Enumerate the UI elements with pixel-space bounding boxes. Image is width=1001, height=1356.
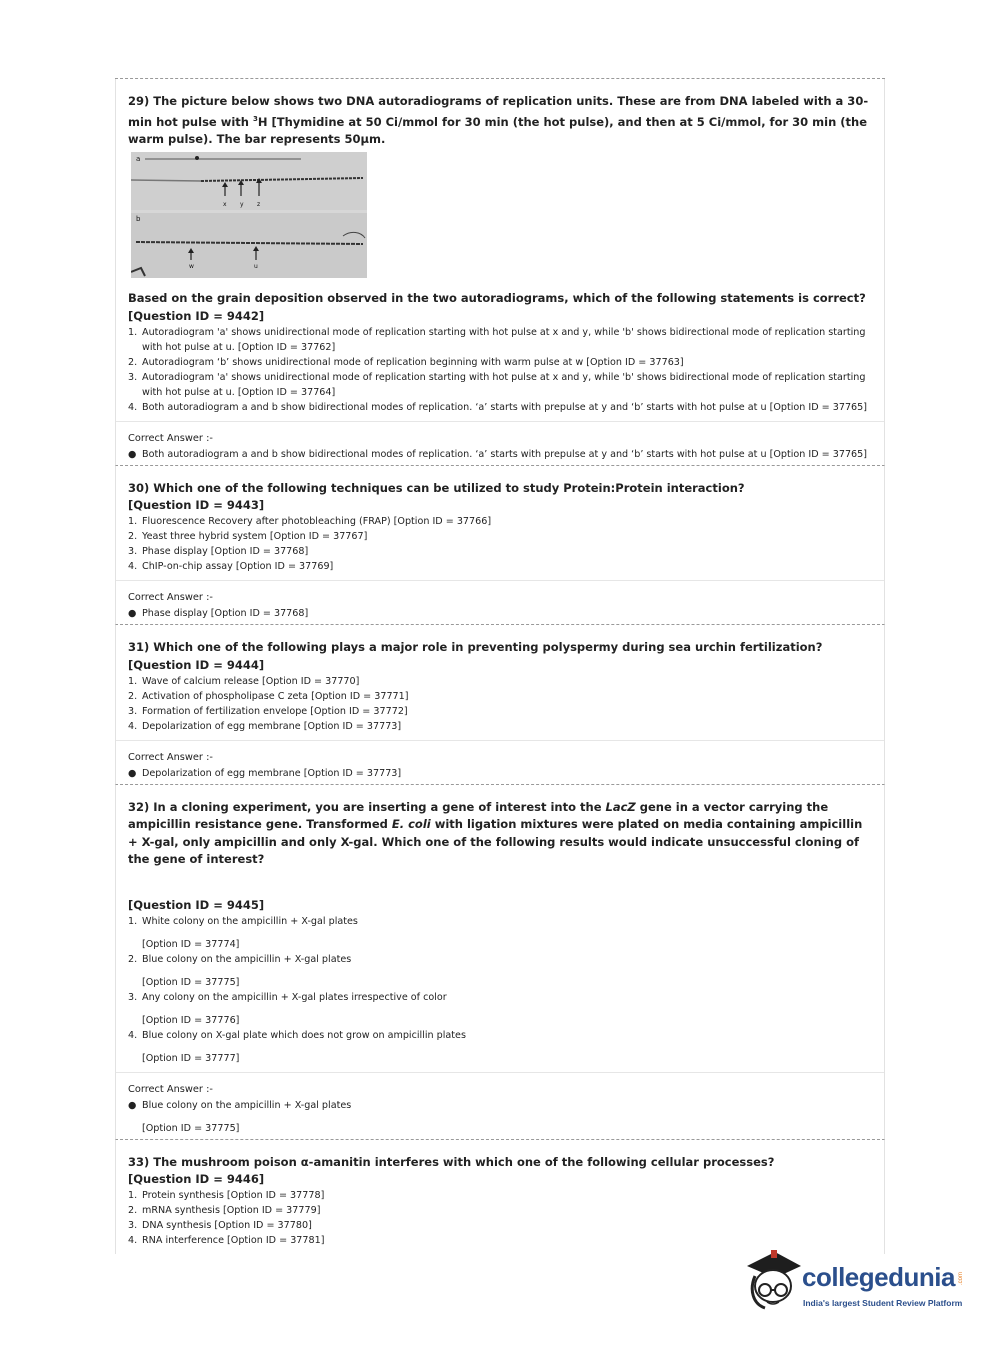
option: 4. Both autoradiogram a and b show bidirectional modes of replication. ‘a’ starts with prepulse at y and ‘b’ starts with hot pulse at u [Option ID = 37765] — [128, 401, 868, 413]
fig-label-x: x — [223, 201, 227, 209]
question-32-title: 32) In a cloning experiment, you are inserting a gene of interest into the LacZ gene in a vector carrying the ampicillin resistance gene. Transformed E. coli with ligation mixtures were plated on media containing ampicillin + X-gal, only ampicillin and only X-gal. Which one of the following results would indicate unsuccessful cloning of the gene of interest? — [128, 799, 863, 867]
question-33-id: [Question ID = 9446] — [128, 1172, 265, 1187]
option: 3. DNA synthesis [Option ID = 37780] — [128, 1220, 312, 1232]
option: 4. ChIP-on-chip assay [Option ID = 37769] — [128, 561, 334, 573]
logo-dotcom: .com — [958, 1272, 964, 1286]
option: 2. mRNA synthesis [Option ID = 37779] — [128, 1205, 321, 1217]
question-29-prompt: Based on the grain deposition observed in the two autoradiograms, which of the following statements is correct? — [128, 291, 866, 306]
logo-brand: collegedunia — [802, 1262, 955, 1292]
question-31-title: 31) Which one of the following plays a major role in preventing polyspermy during sea urchin fertilization? — [128, 640, 823, 655]
fig-label-z: z — [257, 201, 261, 209]
fig-label-y: y — [240, 201, 244, 209]
question-29-title: 29) The picture below shows two DNA autoradiograms of replication units. These are from DNA labeled with a 30-min hot pulse with $^3$H [Thymidine at 50 Ci/mmol for 30 min (the hot pulse), and then at 5 Ci/mmol, for 30 min (the warm pulse). The bar represents 50μm. — [128, 94, 869, 146]
option: 1. Fluorescence Recovery after photobleaching (FRAP) [Option ID = 37766] — [128, 516, 492, 528]
question-30 — [115, 466, 885, 626]
option: 2. Autoradiogram ‘b’ shows unidirectional mode of replication beginning with warm pulse at w [Option ID = 37763] — [128, 356, 684, 368]
bullet-icon: ● — [128, 767, 137, 779]
autoradiogram-figure — [131, 152, 367, 278]
logo-tagline: India's largest Student Review Platform — [803, 1298, 963, 1308]
question-29-options — [128, 325, 872, 415]
autoradiogram-image — [131, 152, 367, 278]
mascot-icon — [745, 1250, 803, 1314]
collegedunia-logo[interactable] — [745, 1250, 970, 1320]
option: 2. Blue colony on the ampicillin + X-gal plates [Option ID = 37775] — [128, 953, 352, 988]
question-paper — [115, 78, 885, 1254]
question-30-answer: Correct Answer :- ● Phase display [Option ID = 37768] — [116, 580, 884, 624]
question-31-options — [128, 674, 872, 734]
bullet-icon: ● — [128, 448, 137, 460]
question-33-options — [128, 1188, 872, 1248]
question-31 — [115, 625, 885, 785]
fig-label-u: u — [254, 263, 258, 271]
option: 4. Blue colony on X-gal plate which does not grow on ampicillin plates [Option ID = 37777] — [128, 1029, 466, 1064]
question-33 — [115, 1140, 885, 1255]
option: 4. Depolarization of egg membrane [Option ID = 37773] — [128, 720, 402, 732]
question-33-title: 33) The mushroom poison α-amanitin interferes with which one of the following cellular processes? — [128, 1154, 775, 1169]
option: 3. Phase display [Option ID = 37768] — [128, 546, 309, 558]
bullet-icon: ● — [128, 1099, 137, 1111]
question-30-id: [Question ID = 9443] — [128, 498, 265, 513]
question-31-id: [Question ID = 9444] — [128, 657, 265, 672]
bullet-icon: ● — [128, 608, 137, 620]
option: 2. Activation of phospholipase C zeta [Option ID = 37771] — [128, 690, 409, 702]
option: 2. Yeast three hybrid system [Option ID = 37767] — [128, 531, 368, 543]
fig-label-b: b — [136, 215, 141, 224]
option: 3. Any colony on the ampicillin + X-gal plates irrespective of color [Option ID = 37776] — [128, 991, 447, 1026]
option: 3. Formation of fertilization envelope [Option ID = 37772] — [128, 705, 408, 717]
option: 4. RNA interference [Option ID = 37781] — [128, 1235, 325, 1247]
fig-label-w: w — [189, 263, 194, 271]
option: 1. White colony on the ampicillin + X-gal plates [Option ID = 37774] — [128, 915, 358, 950]
option: 1. Protein synthesis [Option ID = 37778] — [128, 1190, 325, 1202]
option: 1. Autoradiogram 'a' shows unidirectional mode of replication starting with hot pulse at x and y, while 'b' shows bidirectional mode of replication starting with hot pulse at u. [Option ID = 37762] — [128, 326, 866, 353]
question-32 — [115, 785, 885, 1140]
question-29 — [115, 79, 885, 466]
question-32-options — [128, 914, 872, 1066]
option: 3. Autoradiogram 'a' shows unidirectional mode of replication starting with hot pulse at x and y, while 'b' shows bidirectional mode of replication starting with hot pulse at u. [Option ID = 37764] — [128, 371, 866, 398]
question-30-options — [128, 514, 872, 574]
question-32-id: [Question ID = 9445] — [128, 897, 265, 912]
question-30-title: 30) Which one of the following techniques can be utilized to study Protein:Protein interaction? — [128, 480, 745, 495]
option: 1. Wave of calcium release [Option ID = 37770] — [128, 675, 360, 687]
question-29-answer: Correct Answer :- ● Both autoradiogram a and b show bidirectional modes of replication. ‘a’ starts with prepulse at y and ‘b’ starts with hot pulse at u [Option ID = 37765] — [116, 421, 884, 465]
fig-label-a: a — [136, 155, 141, 164]
question-31-answer: Correct Answer :- ● Depolarization of egg membrane [Option ID = 37773] — [116, 740, 884, 784]
question-32-answer: Correct Answer :- ● Blue colony on the ampicillin + X-gal plates [Option ID = 37775] — [116, 1072, 884, 1139]
question-29-id: [Question ID = 9442] — [128, 308, 265, 323]
